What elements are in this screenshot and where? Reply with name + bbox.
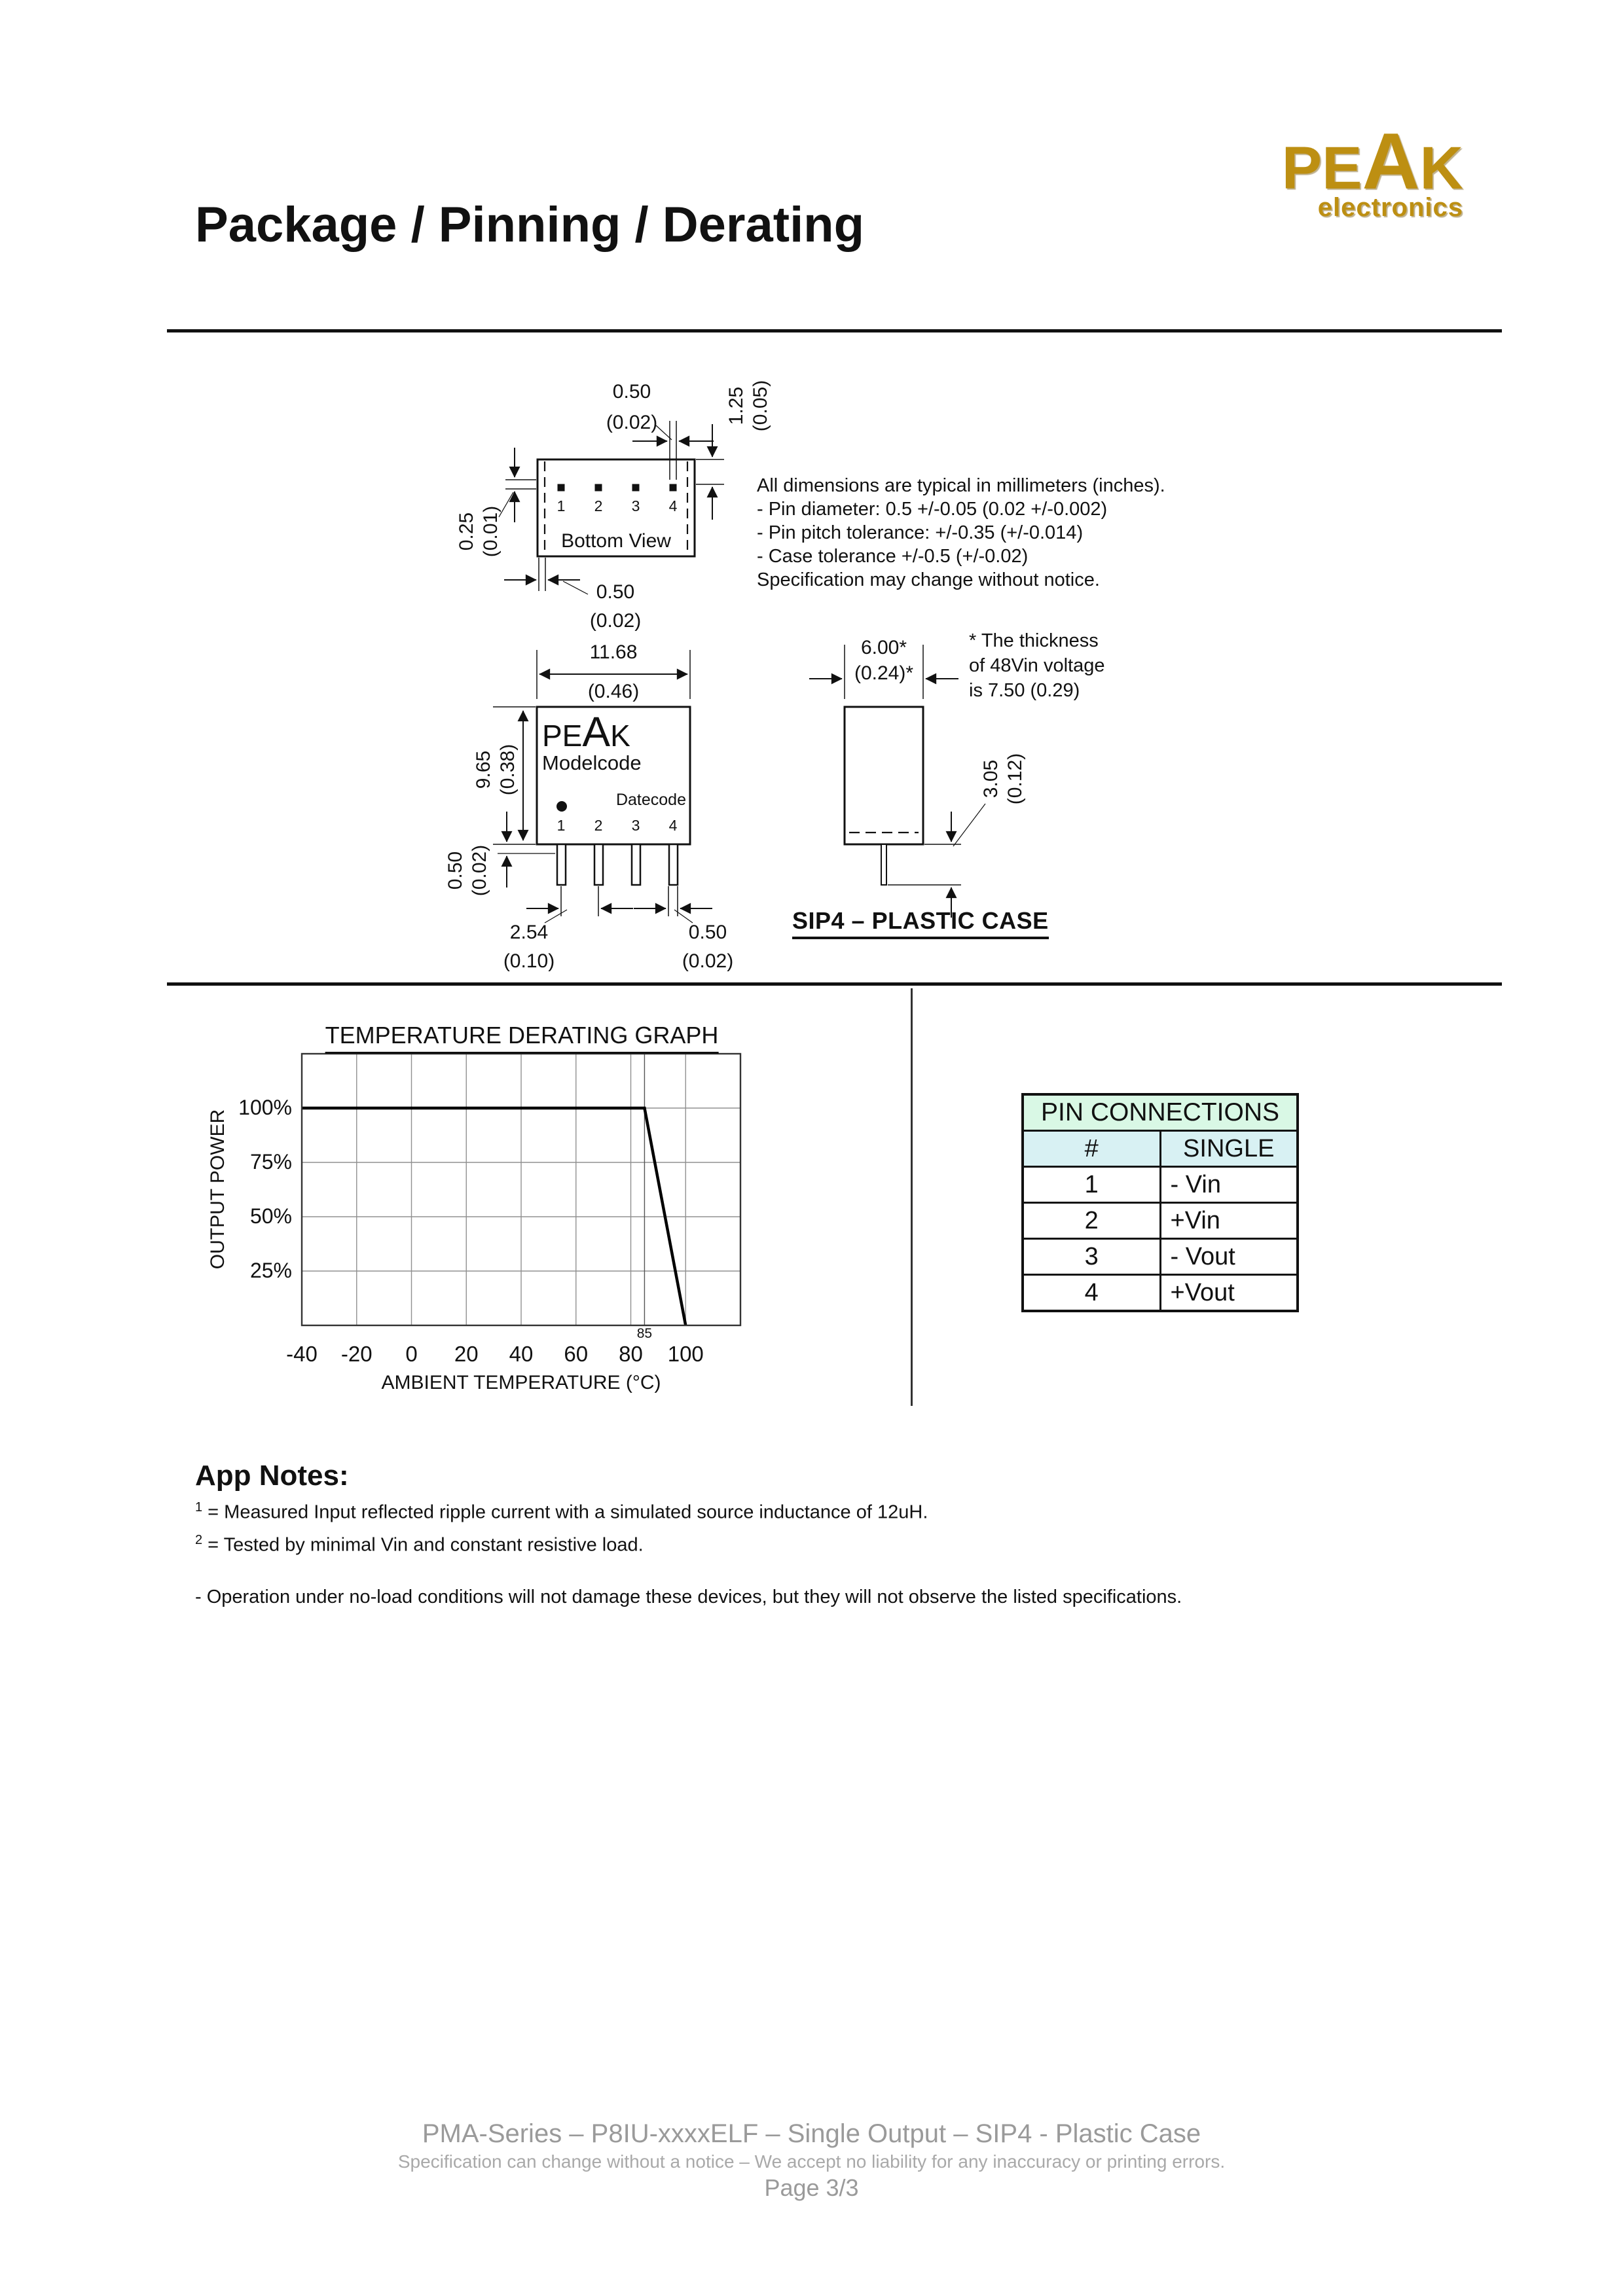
x-tick-label: 20 <box>454 1342 479 1366</box>
app-notes-heading: App Notes: <box>195 1460 349 1492</box>
pin-connections-table <box>1021 1093 1299 1312</box>
fv-dim-pin-in: (0.02) <box>682 950 734 972</box>
x-tick-label: 60 <box>564 1342 589 1366</box>
pin-function: - Vin <box>1160 1167 1298 1203</box>
table-row <box>1023 1275 1298 1312</box>
fv-pin-4: 4 <box>668 817 678 834</box>
dim-note-5: Specification may change without notice. <box>757 569 1100 590</box>
derate-point-annotation: 85 <box>636 1326 653 1341</box>
pin-function: +Vout <box>1160 1275 1298 1312</box>
fv-dim-pitch-in: (0.10) <box>503 950 555 972</box>
x-tick-label: 0 <box>405 1342 418 1366</box>
pin-number: 2 <box>1023 1203 1160 1239</box>
pin-table-col-single: SINGLE <box>1160 1131 1298 1167</box>
dim-note-1: All dimensions are typical in millimeters (inches). <box>757 475 1165 496</box>
fv-dim-pin-mm: 0.50 <box>688 922 727 943</box>
app-note-2: $^2$ = Tested by minimal Vin and constant resistive load. <box>195 1533 644 1556</box>
dim-note-3: - Pin pitch tolerance: +/-0.35 (+/-0.014) <box>757 522 1084 543</box>
table-row <box>1023 1167 1298 1203</box>
bv-pin-2: 2 <box>594 497 603 514</box>
pin-table-title: PIN CONNECTIONS <box>1023 1094 1298 1131</box>
page-title: Package / Pinning / Derating <box>195 197 865 253</box>
case-type-heading: SIP4 – PLASTIC CASE <box>792 907 1049 939</box>
pin-function: +Vin <box>1160 1203 1298 1239</box>
pin-number: 1 <box>1023 1167 1160 1203</box>
logo-a: A <box>1362 117 1420 206</box>
case-brand-logo: PEAK <box>542 708 630 755</box>
chart-grid <box>302 1054 740 1325</box>
x-tick-label: -40 <box>286 1342 318 1366</box>
sv-dim-depth-in: (0.24)* <box>854 662 914 684</box>
fv-pin-3: 3 <box>631 817 640 834</box>
y-tick-label: 75% <box>249 1150 292 1174</box>
y-tick-label: 50% <box>249 1204 292 1228</box>
x-tick-label: -20 <box>340 1342 373 1366</box>
bv-pin-4: 4 <box>668 497 678 514</box>
y-tick-label: 25% <box>249 1259 292 1282</box>
fv-dim-width-mm: 11.68 <box>589 641 638 663</box>
dim-note-2: - Pin diameter: 0.5 +/-0.05 (0.02 +/-0.002) <box>757 499 1108 520</box>
modelcode-label: Modelcode <box>542 751 642 774</box>
chart-title: TEMPERATURE DERATING GRAPH <box>325 1022 719 1054</box>
side-view-drawing <box>809 645 985 918</box>
vertical-divider <box>911 988 913 1406</box>
logo-pe: PE <box>1281 135 1362 202</box>
app-note-no-load: - Operation under no-load conditions will not damage these devices, but they will not observe the listed specifications. <box>195 1587 1182 1607</box>
sv-note-2: of 48Vin voltage <box>969 655 1105 676</box>
footer-page-number: Page 3/3 <box>764 2174 859 2201</box>
fv-dim-standoff: 0.50 (0.02) <box>445 844 490 897</box>
bottom-view-label: Bottom View <box>561 530 671 552</box>
sv-note-3: is 7.50 (0.29) <box>969 680 1080 701</box>
fv-pin-1: 1 <box>556 817 566 834</box>
pin-table-col-number: # <box>1023 1131 1160 1167</box>
sv-dim-pinlen: 3.05 (0.12) <box>980 753 1026 805</box>
bv-dim-pin-offset: 1.25 (0.05) <box>725 380 771 432</box>
logo-subtitle: electronics <box>1317 193 1463 222</box>
bv-dim-pin-width-in: (0.02) <box>606 412 658 433</box>
chart-x-axis-label: AMBIENT TEMPERATURE (°C) <box>381 1372 661 1393</box>
bottom-view-drawing <box>499 421 724 594</box>
x-tick-label: 40 <box>509 1342 534 1366</box>
sv-note-1: * The thickness <box>969 630 1099 651</box>
table-row <box>1023 1203 1298 1239</box>
fv-dim-pitch-mm: 2.54 <box>509 922 549 943</box>
app-note-1: $^1$ = Measured Input reflected ripple current with a simulated source inductance of 12uH. <box>195 1500 928 1523</box>
bv-dim-wall-in: (0.02) <box>589 610 642 632</box>
x-tick-label: 80 <box>619 1342 643 1366</box>
chart-y-axis-label: OUTPUT POWER <box>207 1109 228 1270</box>
derating-chart-plot <box>302 1054 740 1325</box>
pin-number: 3 <box>1023 1239 1160 1275</box>
datecode-label: Datecode <box>615 791 686 809</box>
section-divider <box>167 982 1502 986</box>
fv-pin-2: 2 <box>594 817 603 834</box>
bv-dim-wall-mm: 0.50 <box>596 581 635 603</box>
dim-note-4: - Case tolerance +/-0.5 (+/-0.02) <box>757 546 1029 567</box>
bv-pin-1: 1 <box>556 497 566 514</box>
y-tick-label: 100% <box>238 1096 292 1119</box>
x-tick-label: 100 <box>667 1342 704 1366</box>
bv-pin-3: 3 <box>631 497 640 514</box>
fv-dim-height: 9.65 (0.38) <box>473 744 519 796</box>
bv-dim-pin-width-mm: 0.50 <box>612 381 651 403</box>
pin1-marker-dot <box>556 801 567 812</box>
fv-dim-width-in: (0.46) <box>587 681 640 702</box>
footer-series-line: PMA-Series – P8IU-xxxxELF – Single Output – SIP4 - Plastic Case <box>422 2119 1201 2148</box>
footer-disclaimer: Specification can change without a notice – We accept no liability for any inaccuracy or printing errors. <box>397 2151 1226 2172</box>
pin-function: - Vout <box>1160 1239 1298 1275</box>
bv-dim-left: 0.25 (0.01) <box>456 505 501 558</box>
logo-k: K <box>1419 135 1463 202</box>
table-row <box>1023 1239 1298 1275</box>
sv-dim-depth-mm: 6.00* <box>860 637 907 658</box>
pin-number: 4 <box>1023 1275 1160 1312</box>
